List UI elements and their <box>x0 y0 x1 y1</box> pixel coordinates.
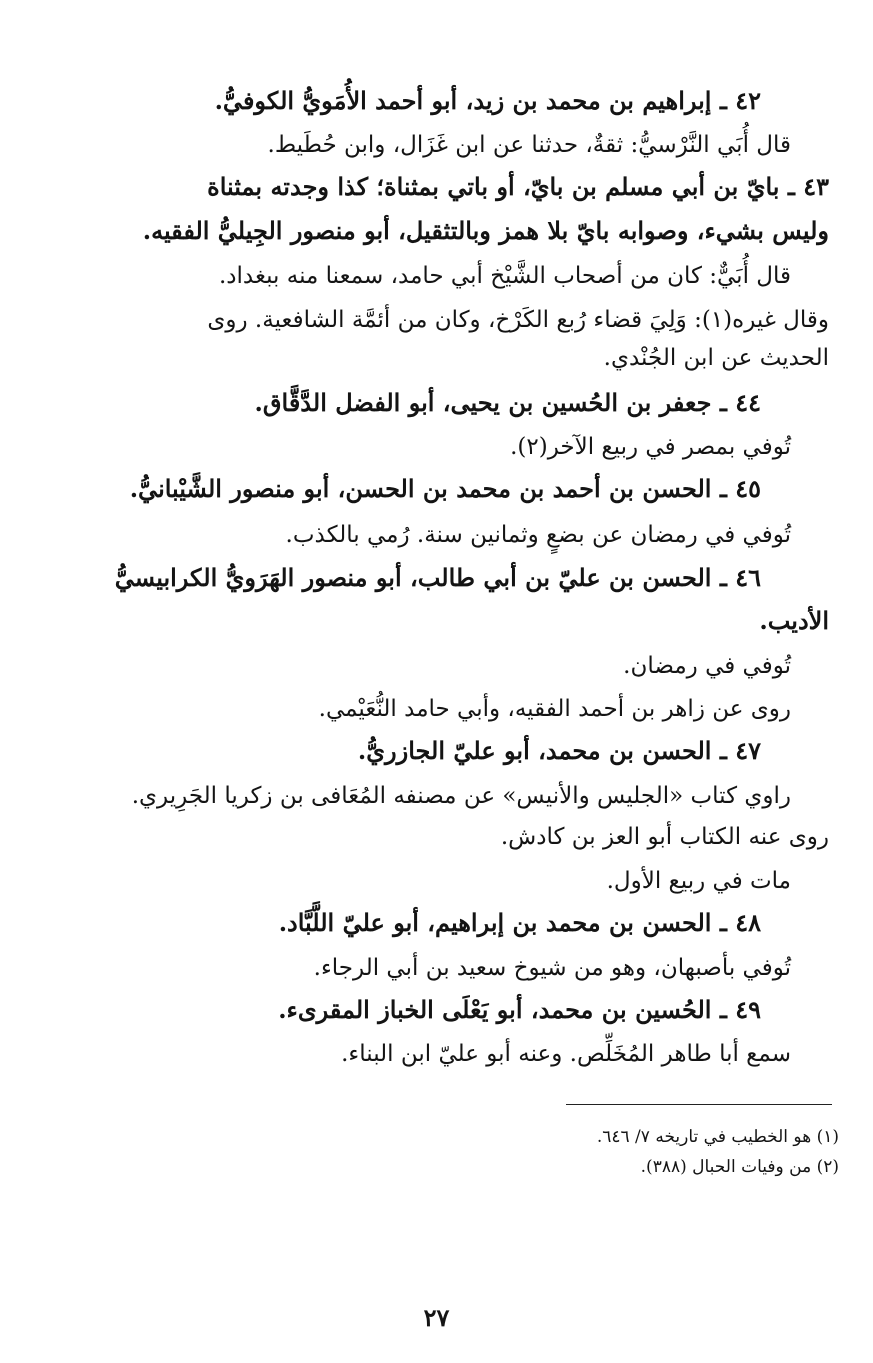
entry-42-heading: ٤٢ ـ إبراهيم بن محمد بن زيد، أبو أحمد الأُمَويُّ الكوفيُّ. <box>214 86 761 115</box>
entry-45-heading: ٤٥ ـ الحسن بن أحمد بن محمد بن الحسن، أبو منصور الشَّيْبانيُّ. <box>129 474 761 503</box>
entry-43-heading-line2: وليس بشيء، وصوابه بايّ بلا همز وبالتثقيل، أبو منصور الجِيليُّ الفقيه. <box>142 216 829 245</box>
entry-42-text: قال أُبَي النَّرْسيُّ: ثقةٌ، حدثنا عن ابن غَزَال، وابن حُطَيط. <box>267 132 791 158</box>
entry-49-text: سمع أبا طاهر المُخَلِّص. وعنه أبو عليّ ابن البناء. <box>341 1041 791 1067</box>
entry-48-text: تُوفي بأصبهان، وهو من شيوخ سعيد بن أبي الرجاء. <box>313 955 791 981</box>
entry-46-heading-line1: ٤٦ ـ الحسن بن عليّ بن أبي طالب، أبو منصور الهَرَويُّ الكرابيسيُّ <box>114 563 761 592</box>
entry-44-text: تُوفي بمصر في ربيع الآخر(٢). <box>510 434 791 460</box>
entry-47-heading: ٤٧ ـ الحسن بن محمد، أبو عليّ الجازريُّ. <box>357 736 761 765</box>
entry-47-text-3: مات في ربيع الأول. <box>606 868 791 894</box>
footnote-2: (٢) من وفيات الحبال (٣٨٨). <box>640 1157 839 1177</box>
entry-43-text-2: وقال غيره(١): وَلِيَ قضاء رُبع الكَرْخ، وكان من أئمَّة الشافعية. روى <box>207 307 829 333</box>
entry-47-text-2: روى عنه الكتاب أبو العز بن كادش. <box>500 824 829 850</box>
entry-49-heading: ٤٩ ـ الحُسين بن محمد، أبو يَعْلَى الخباز المقرىء. <box>278 995 761 1024</box>
entry-47-text-1: راوي كتاب «الجليس والأنيس» عن مصنفه المُعَافى بن زكريا الجَرِيري. <box>131 783 791 809</box>
entry-43-heading-line1: ٤٣ ـ بايّ بن أبي مسلم بن بايّ، أو باتي بمثناة؛ كذا وجدته بمثناة <box>207 172 829 201</box>
footnote-separator <box>566 1104 832 1105</box>
entry-46-text-2: روى عن زاهر بن أحمد الفقيه، وأبي حامد النُّعَيْمي. <box>318 696 791 722</box>
entry-43-text-3: الحديث عن ابن الجُنْدي. <box>603 345 829 371</box>
entry-43-text-1: قال أُبَيٌّ: كان من أصحاب الشَّيْخ أبي حامد، سمعنا منه ببغداد. <box>218 263 791 289</box>
entry-45-text: تُوفي في رمضان عن بضعٍ وثمانين سنة. رُمي بالكذب. <box>285 522 791 548</box>
page-number: ٢٧ <box>423 1303 450 1332</box>
entry-46-text-1: تُوفي في رمضان. <box>623 653 791 679</box>
entry-46-heading-line2: الأديب. <box>759 606 829 635</box>
footnote-1: (١) هو الخطيب في تاريخه ٧/ ٦٤٦. <box>596 1127 839 1147</box>
entry-44-heading: ٤٤ ـ جعفر بن الحُسين بن يحيى، أبو الفضل الدَّقَّاق. <box>254 388 761 417</box>
entry-48-heading: ٤٨ ـ الحسن بن محمد بن إبراهيم، أبو عليّ اللَّبَّاد. <box>278 908 761 937</box>
